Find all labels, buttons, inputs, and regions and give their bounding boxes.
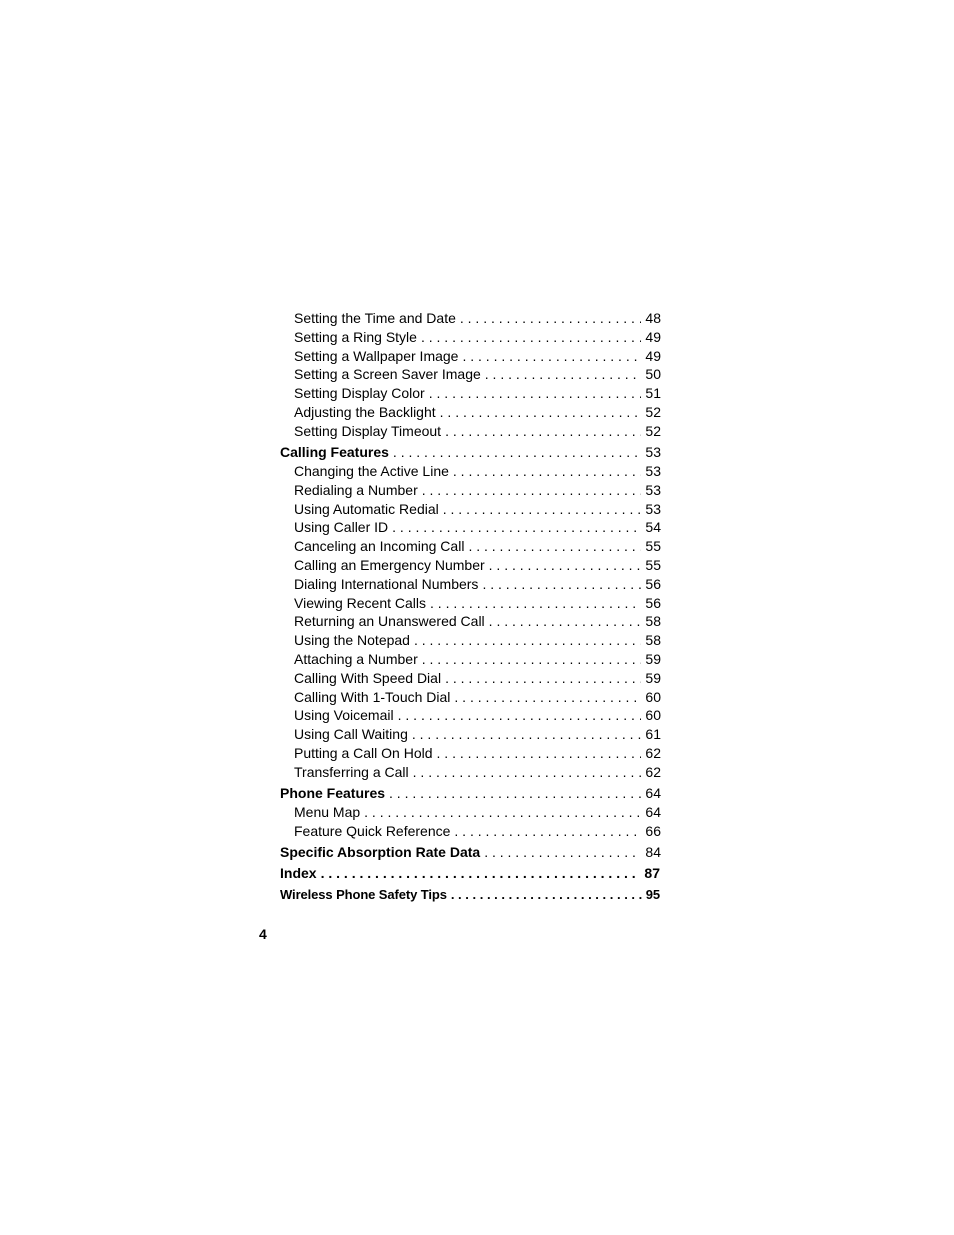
toc-entry-title: Setting a Ring Style	[294, 328, 417, 345]
toc-section-page: 84	[645, 844, 661, 861]
toc-dot-leader	[485, 365, 642, 384]
toc-entry-title: Using Automatic Redial	[294, 500, 439, 517]
toc-entry-redialing-number[interactable]	[280, 481, 661, 500]
toc-dot-leader	[429, 384, 642, 403]
toc-dot-leader	[440, 403, 642, 422]
toc-section-page: 53	[645, 444, 661, 461]
toc-entry-title: Feature Quick Reference	[294, 822, 451, 839]
toc-entry-page: 53	[645, 500, 661, 517]
toc-entry-title: Putting a Call On Hold	[294, 744, 433, 761]
toc-section-sar-data[interactable]	[280, 843, 661, 862]
toc-dot-leader	[454, 688, 641, 707]
toc-entry-call-waiting[interactable]	[280, 725, 661, 744]
toc-entry-title: Viewing Recent Calls	[294, 594, 427, 611]
toc-entry-title: Using Caller ID	[294, 519, 389, 536]
toc-entry-emergency-number[interactable]	[280, 556, 661, 575]
toc-dot-leader	[392, 518, 641, 537]
toc-entry-title: Setting Display Timeout	[294, 422, 442, 439]
toc-entry-page: 60	[645, 707, 661, 724]
toc-entry-transferring-call[interactable]	[280, 763, 661, 782]
toc-entry-page: 50	[645, 366, 661, 383]
page-number: 4	[259, 926, 267, 942]
toc-entry-page: 53	[645, 462, 661, 479]
toc-entry-title: Using the Notepad	[294, 632, 410, 649]
toc-section-page: 87	[644, 865, 660, 882]
toc-section-title: Index	[280, 865, 317, 882]
toc-entry-changing-active-line[interactable]	[280, 462, 661, 481]
toc-entry-call-on-hold[interactable]	[280, 744, 661, 763]
toc-section-title: Calling Features	[280, 444, 389, 461]
toc-entry-international-numbers[interactable]	[280, 575, 661, 594]
toc-dot-leader	[398, 706, 642, 725]
toc-entry-page: 61	[645, 726, 661, 743]
toc-entry-page: 52	[645, 403, 661, 420]
toc-entry-title: Setting a Screen Saver Image	[294, 366, 481, 383]
toc-entry-title: Setting Display Color	[294, 385, 425, 402]
toc-entry-page: 49	[645, 347, 661, 364]
toc-dot-leader	[422, 481, 642, 500]
toc-entry-recent-calls[interactable]	[280, 594, 661, 613]
toc-entry-automatic-redial[interactable]	[280, 500, 661, 519]
toc-entry-page: 58	[645, 632, 661, 649]
toc-dot-leader	[364, 803, 641, 822]
toc-entry-title: Dialing International Numbers	[294, 575, 479, 592]
toc-entry-caller-id[interactable]	[280, 518, 661, 537]
toc-entry-page: 66	[645, 822, 661, 839]
toc-dot-leader	[462, 347, 641, 366]
toc-entry-one-touch-dial[interactable]	[280, 688, 661, 707]
toc-entry-title: Setting the Time and Date	[294, 310, 456, 326]
toc-entry-title: Transferring a Call	[294, 763, 409, 780]
toc-dot-leader	[413, 763, 642, 782]
toc-dot-leader	[451, 886, 642, 905]
toc-entry-menu-map[interactable]	[280, 803, 661, 822]
toc-entry-title: Using Voicemail	[294, 707, 394, 724]
toc-entry-title: Returning an Unanswered Call	[294, 613, 485, 630]
toc-section-title: Wireless Phone Safety Tips	[280, 886, 447, 902]
toc-dot-leader	[421, 328, 641, 347]
toc-entry-title: Attaching a Number	[294, 650, 418, 667]
toc-section-safety-tips[interactable]	[280, 886, 661, 905]
toc-entry-title: Setting a Wallpaper Image	[294, 347, 459, 364]
toc-entry-title: Menu Map	[294, 803, 361, 820]
toc-entry-page: 59	[645, 650, 661, 667]
toc-entry-title: Redialing a Number	[294, 481, 418, 498]
toc-dot-leader	[489, 612, 642, 631]
toc-section-phone-features[interactable]	[280, 784, 661, 803]
toc-entry-page: 49	[645, 328, 661, 345]
toc-entry-page: 62	[645, 763, 661, 780]
toc-dot-leader	[460, 309, 642, 328]
toc-entry-page: 55	[645, 538, 661, 555]
toc-entry-page: 55	[645, 556, 661, 573]
toc-entry-title: Calling With 1-Touch Dial	[294, 688, 451, 705]
toc-entry-page: 58	[645, 613, 661, 630]
toc-entry-title: Canceling an Incoming Call	[294, 538, 465, 555]
toc-entry-page: 62	[645, 744, 661, 761]
toc-section-page: 95	[645, 886, 660, 902]
toc-entry-title: Changing the Active Line	[294, 462, 449, 479]
toc-dot-leader	[468, 537, 641, 556]
toc-entry-setting-time-date[interactable]	[280, 309, 661, 328]
toc-entry-page: 54	[645, 519, 661, 536]
toc-entry-page: 51	[645, 385, 661, 402]
toc-entry-title: Calling an Emergency Number	[294, 556, 485, 573]
toc-dot-leader	[321, 864, 641, 883]
toc-dot-leader	[482, 575, 641, 594]
toc-section-calling-features[interactable]	[280, 443, 661, 462]
toc-dot-leader	[393, 443, 642, 462]
toc-entry-page: 56	[645, 575, 661, 592]
toc-dot-leader	[430, 594, 641, 613]
toc-dot-leader	[422, 650, 642, 669]
toc-dot-leader	[453, 462, 642, 481]
toc-entry-notepad[interactable]	[280, 631, 661, 650]
toc-entry-speed-dial[interactable]	[280, 669, 661, 688]
toc-dot-leader	[389, 784, 641, 803]
toc-entry-page: 48	[645, 310, 661, 326]
toc-entry-page: 59	[645, 669, 661, 686]
toc-dot-leader	[489, 556, 642, 575]
toc-entry-title: Using Call Waiting	[294, 726, 408, 743]
toc-dot-leader	[484, 843, 641, 862]
toc-entry-unanswered-call[interactable]	[280, 612, 661, 631]
toc-entry-voicemail[interactable]	[280, 706, 661, 725]
toc-entry-page: 56	[645, 594, 661, 611]
toc-entry-page: 52	[645, 422, 661, 439]
toc-dot-leader	[412, 725, 642, 744]
toc-section-title: Phone Features	[280, 785, 386, 802]
toc-section-page: 64	[645, 785, 661, 802]
toc-entry-page: 60	[645, 688, 661, 705]
toc-dot-leader	[454, 822, 641, 841]
toc-entry-title: Calling With Speed Dial	[294, 669, 442, 686]
toc-dot-leader	[437, 744, 642, 763]
toc-entry-attaching-number[interactable]	[280, 650, 661, 669]
toc-entry-title: Adjusting the Backlight	[294, 403, 436, 420]
toc-entry-adjusting-backlight[interactable]	[280, 403, 661, 422]
table-of-contents	[280, 309, 661, 905]
toc-dot-leader	[445, 422, 641, 441]
toc-entry-setting-wallpaper[interactable]	[280, 347, 661, 366]
toc-section-index[interactable]	[280, 864, 661, 883]
toc-entry-setting-display-color[interactable]	[280, 384, 661, 403]
toc-entry-setting-screen-saver[interactable]	[280, 365, 661, 384]
toc-entry-page: 64	[645, 803, 661, 820]
toc-section-title: Specific Absorption Rate Data	[280, 844, 481, 861]
toc-entry-canceling-incoming-call[interactable]	[280, 537, 661, 556]
toc-entry-page: 53	[645, 481, 661, 498]
toc-entry-setting-ring-style[interactable]	[280, 328, 661, 347]
toc-dot-leader	[445, 669, 641, 688]
toc-dot-leader	[443, 500, 642, 519]
toc-entry-feature-quick-reference[interactable]	[280, 822, 661, 841]
toc-entry-setting-display-timeout[interactable]	[280, 422, 661, 441]
toc-dot-leader	[414, 631, 641, 650]
